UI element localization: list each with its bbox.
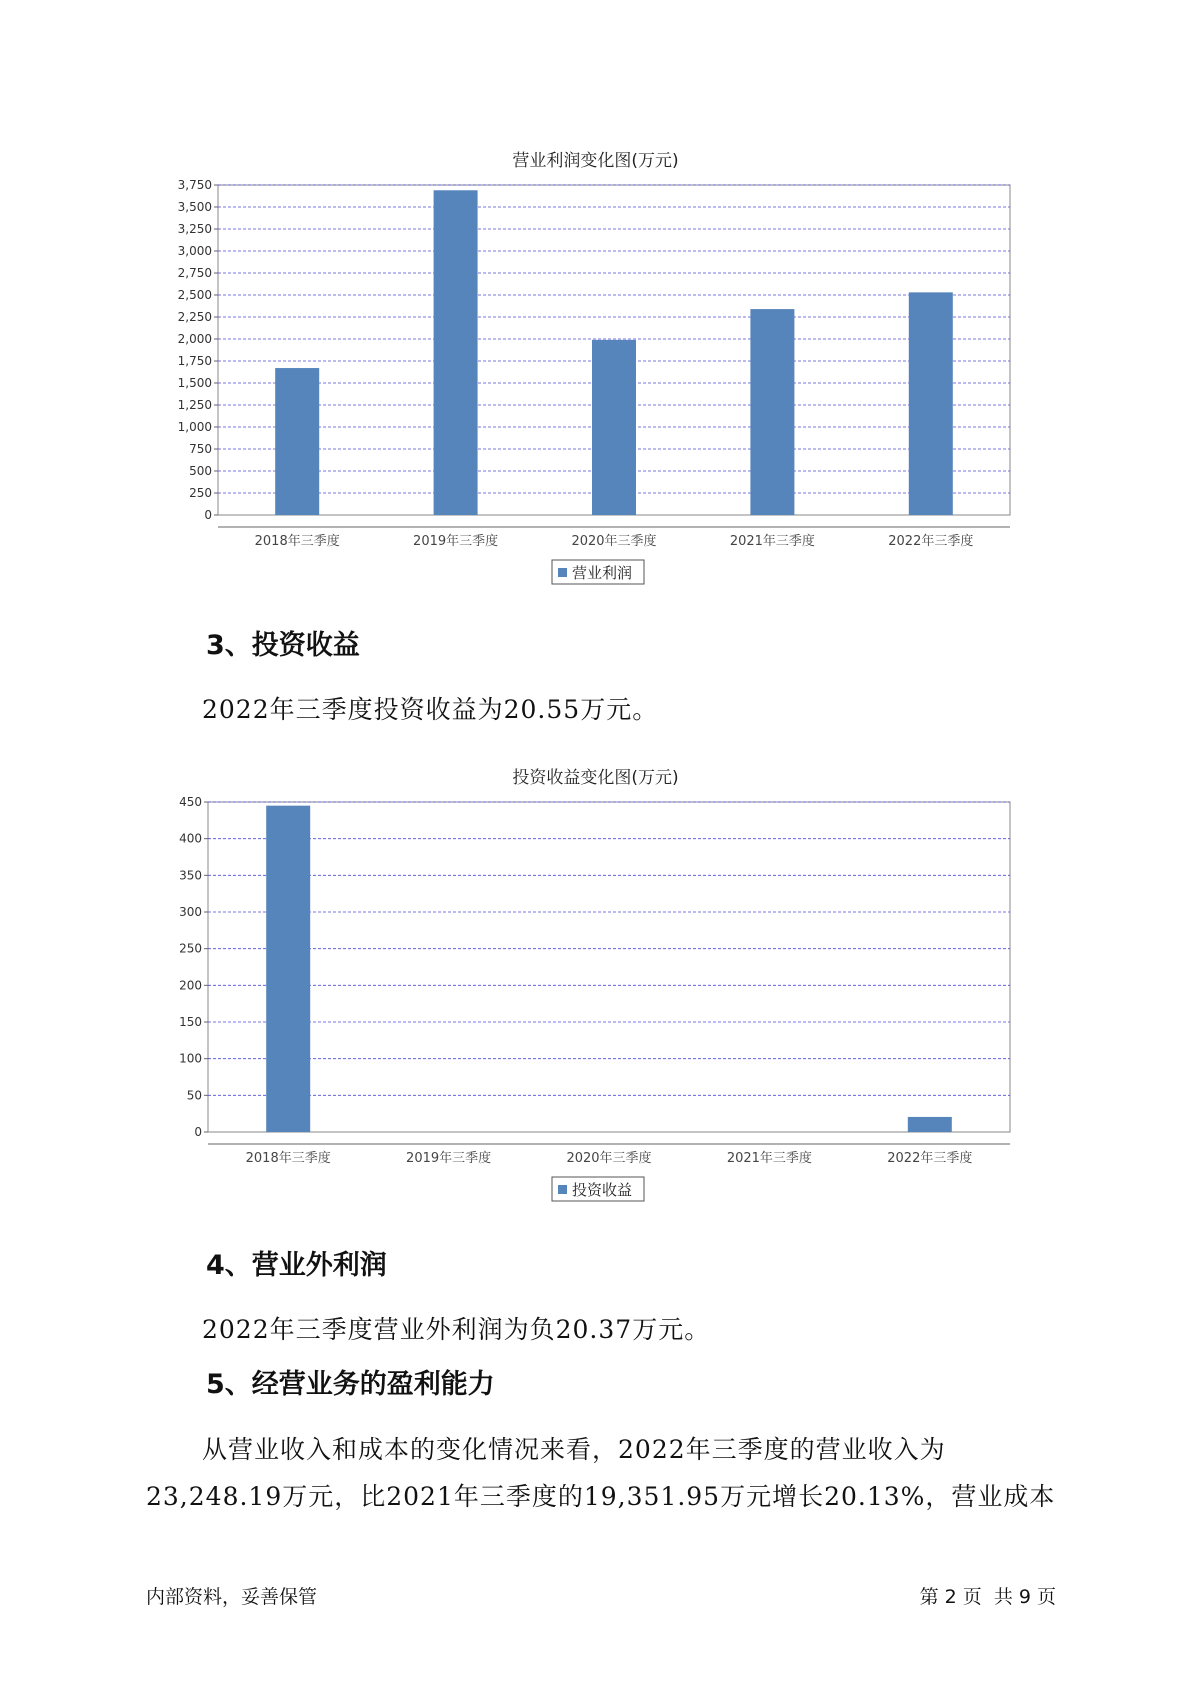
y-tick-label: 750 <box>189 442 212 456</box>
x-tick-label: 2020年三季度 <box>571 534 657 549</box>
footer-confidential-note: 内部资料，妥善保管 <box>146 1586 318 1608</box>
y-tick-label: 300 <box>179 905 202 919</box>
legend-label: 投资收益 <box>572 1181 633 1199</box>
x-tick-label: 2022年三季度 <box>887 1151 973 1166</box>
x-tick-label: 2022年三季度 <box>888 534 974 549</box>
section-3-text: 2022年三季度投资收益为20.55万元。 <box>202 695 659 724</box>
y-tick-label: 0 <box>194 1125 202 1139</box>
section-5-heading: 5、经营业务的盈利能力 <box>206 1369 495 1400</box>
y-tick-label: 250 <box>189 486 212 500</box>
y-tick-label: 500 <box>189 464 212 478</box>
y-tick-label: 1,750 <box>177 354 212 368</box>
x-tick-label: 2021年三季度 <box>726 1151 812 1166</box>
y-tick-label: 3,500 <box>177 200 212 214</box>
chart1-title: 营业利润变化图(万元) <box>512 151 679 171</box>
y-tick-label: 450 <box>179 795 202 809</box>
x-tick-label: 2018年三季度 <box>254 534 340 549</box>
bar <box>908 1117 952 1132</box>
y-tick-label: 2,500 <box>177 288 212 302</box>
x-tick-label: 2019年三季度 <box>413 534 499 549</box>
section-4-text: 2022年三季度营业外利润为负20.37万元。 <box>202 1315 711 1344</box>
y-tick-label: 1,250 <box>177 398 212 412</box>
y-tick-label: 400 <box>179 831 202 846</box>
y-tick-label: 1,500 <box>177 376 212 390</box>
x-tick-label: 2020年三季度 <box>566 1151 652 1166</box>
y-tick-label: 350 <box>179 868 202 883</box>
y-tick-label: 3,000 <box>177 244 212 258</box>
y-tick-label: 0 <box>204 508 212 522</box>
plot-area <box>208 802 1010 1132</box>
section-5-line-1: 从营业收入和成本的变化情况来看，2022年三季度的营业收入为 <box>202 1435 946 1464</box>
legend-swatch <box>558 1185 567 1194</box>
y-tick-label: 1,000 <box>177 420 212 434</box>
section-5-line-2: 23,248.19万元，比2021年三季度的19,351.95万元增长20.13%，营业成本 <box>146 1482 1056 1511</box>
y-tick-label: 50 <box>186 1088 202 1103</box>
legend-label: 营业利润 <box>572 564 633 582</box>
footer-page-number: 第 2 页 共 9 页 <box>919 1586 1056 1608</box>
y-tick-label: 250 <box>179 941 202 956</box>
y-tick-label: 200 <box>179 978 202 993</box>
y-tick-label: 3,250 <box>177 222 212 236</box>
y-tick-label: 100 <box>179 1051 202 1066</box>
y-tick-label: 2,250 <box>177 310 212 324</box>
bar <box>266 806 310 1132</box>
chart2-title: 投资收益变化图(万元) <box>512 768 679 788</box>
x-tick-label: 2021年三季度 <box>729 534 815 549</box>
y-tick-label: 2,000 <box>177 332 212 346</box>
y-tick-label: 3,750 <box>177 178 212 192</box>
y-tick-label: 2,750 <box>177 266 212 280</box>
y-tick-label: 150 <box>179 1015 202 1029</box>
section-3-heading: 3、投资收益 <box>206 630 360 661</box>
x-tick-label: 2018年三季度 <box>245 1151 331 1166</box>
x-tick-label: 2019年三季度 <box>406 1151 492 1166</box>
section-4-heading: 4、营业外利润 <box>206 1250 387 1281</box>
